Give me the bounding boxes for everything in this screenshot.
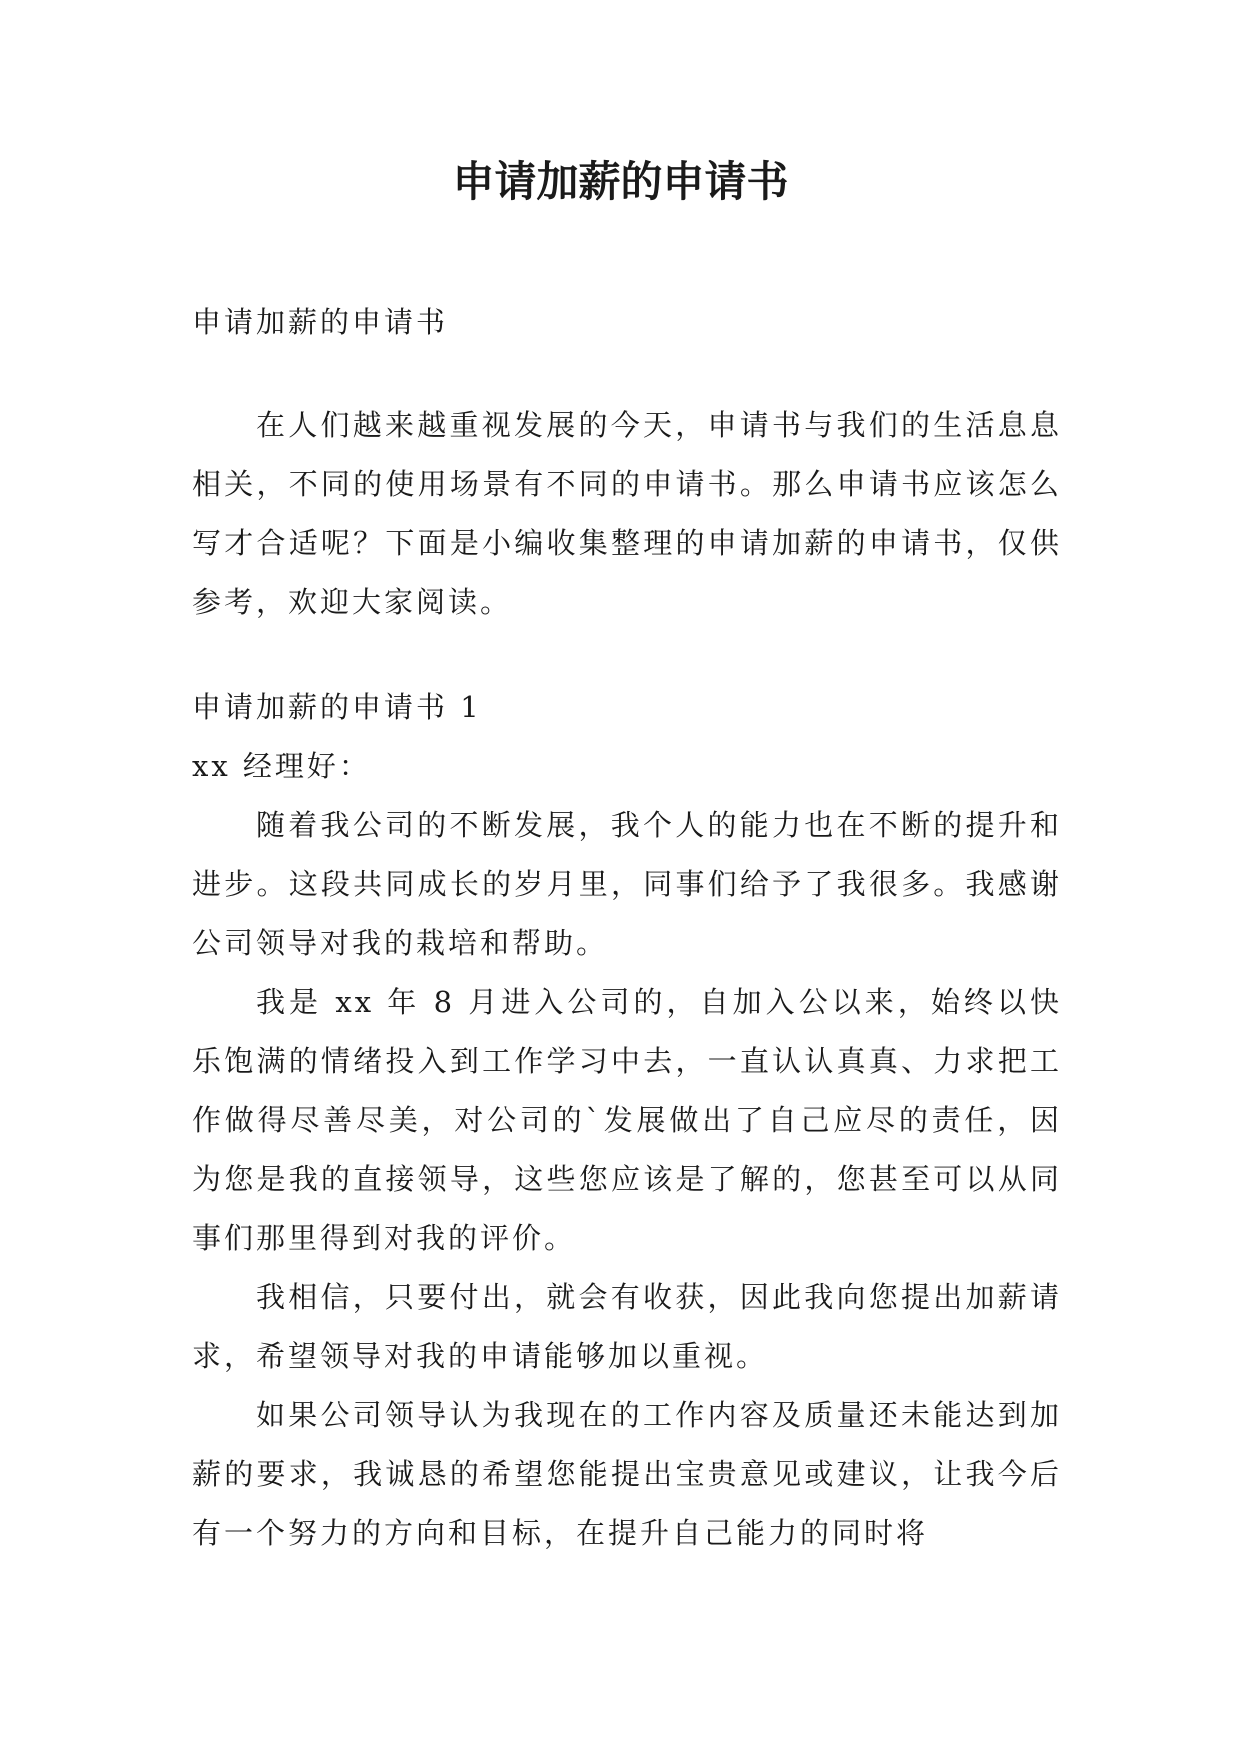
salutation: xx 经理好： — [192, 749, 371, 783]
intro-paragraph: 在人们越来越重视发展的今天，申请书与我们的生活息息相关，不同的使用场景有不同的申请书。那么申请书应该怎么写才合适呢？下面是小编收集整理的申请加薪的申请书，仅供参考，欢迎大家阅读。 — [192, 408, 1062, 619]
section-heading: 申请加薪的申请书 1 — [192, 690, 482, 724]
body-paragraph: 如果公司领导认为我现在的工作内容及质量还未能达到加薪的要求，我诚恳的希望您能提出宝贵意见或建议，让我今后有一个努力的方向和目标，在提升自己能力的同时将 — [192, 1398, 1062, 1550]
body-paragraph: 随着我公司的不断发展，我个人的能力也在不断的提升和进步。这段共同成长的岁月里，同事们给予了我很多。我感谢公司领导对我的栽培和帮助。 — [192, 808, 1062, 960]
document-title: 申请加薪的申请书 — [452, 157, 789, 206]
document-subtitle: 申请加薪的申请书 — [192, 305, 449, 339]
body-paragraph: 我是 xx 年 8 月进入公司的，自加入公以来，始终以快乐饱满的情绪投入到工作学习中去，一直认认真真、力求把工作做得尽善尽美，对公司的`发展做出了自己应尽的责任，因为您是我的直接领导，这些您应该是了解的，您甚至可以从同事们那里得到对我的评价。 — [192, 985, 1062, 1255]
body-paragraph: 我相信，只要付出，就会有收获，因此我向您提出加薪请求，希望领导对我的申请能够加以重视。 — [192, 1280, 1062, 1373]
document-body — [192, 293, 1062, 1563]
